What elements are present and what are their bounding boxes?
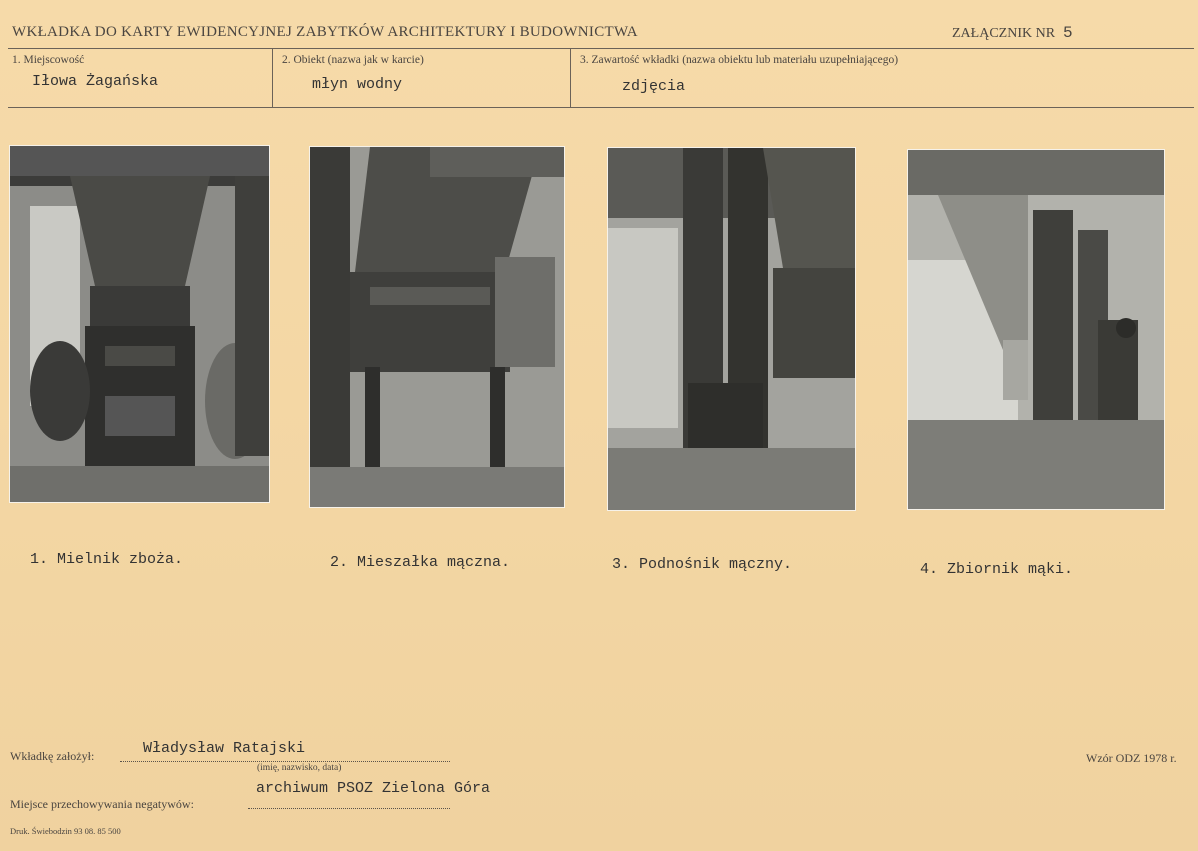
photo-flour-elevator: [607, 147, 856, 511]
grain-mill-image: [10, 146, 269, 502]
attachment-value: 5: [1063, 24, 1073, 42]
print-info: Druk. Świebodzin 93 08. 85 500: [10, 826, 121, 836]
caption-3: 3. Podnośnik mączny.: [612, 556, 793, 573]
photo-flour-mixer: [309, 146, 565, 508]
object-label: 2. Obiekt (nazwa jak w karcie): [282, 54, 424, 66]
negatives-value: archiwum PSOZ Zielona Góra: [256, 780, 491, 797]
photo-flour-tank: [907, 149, 1165, 510]
object-value: młyn wodny: [312, 76, 403, 93]
caption-1: 1. Mielnik zboża.: [30, 551, 184, 568]
header-rule-bottom: [8, 107, 1194, 108]
header-rule-top: [8, 48, 1194, 49]
flour-tank-image: [908, 150, 1164, 509]
negatives-line: [248, 808, 450, 809]
negatives-label: Miejsce przechowywania negatywów:: [10, 797, 194, 811]
attachment-label: ZAŁĄCZNIK NR: [952, 26, 1056, 41]
caption-2: 2. Mieszałka mączna.: [330, 554, 511, 571]
photo-grain-mill: [9, 145, 270, 503]
flour-mixer-image: [310, 147, 564, 507]
created-by-label: Wkładkę założył:: [10, 749, 95, 763]
locality-label: 1. Miejscowość: [12, 54, 85, 66]
caption-4: 4. Zbiornik mąki.: [920, 561, 1074, 578]
form-model: Wzór ODZ 1978 r.: [1086, 751, 1177, 765]
content-label: 3. Zawartość wkładki (nazwa obiektu lub materiału uzupełniającego): [580, 54, 899, 66]
attachment-number: [952, 24, 1073, 42]
created-by-value: Władysław Ratajski: [143, 740, 306, 757]
field-divider-2: [570, 49, 571, 107]
field-divider-1: [272, 49, 273, 107]
flour-elevator-image: [608, 148, 855, 510]
locality-value: Iłowa Żagańska: [32, 73, 159, 90]
form-title: WKŁADKA DO KARTY EWIDENCYJNEJ ZABYTKÓW ARCHITEKTURY I BUDOWNICTWA: [12, 24, 638, 40]
created-by-line: [120, 761, 450, 762]
content-value: zdjęcia: [622, 78, 686, 95]
created-by-hint: (imię, nazwisko, data): [257, 763, 342, 773]
